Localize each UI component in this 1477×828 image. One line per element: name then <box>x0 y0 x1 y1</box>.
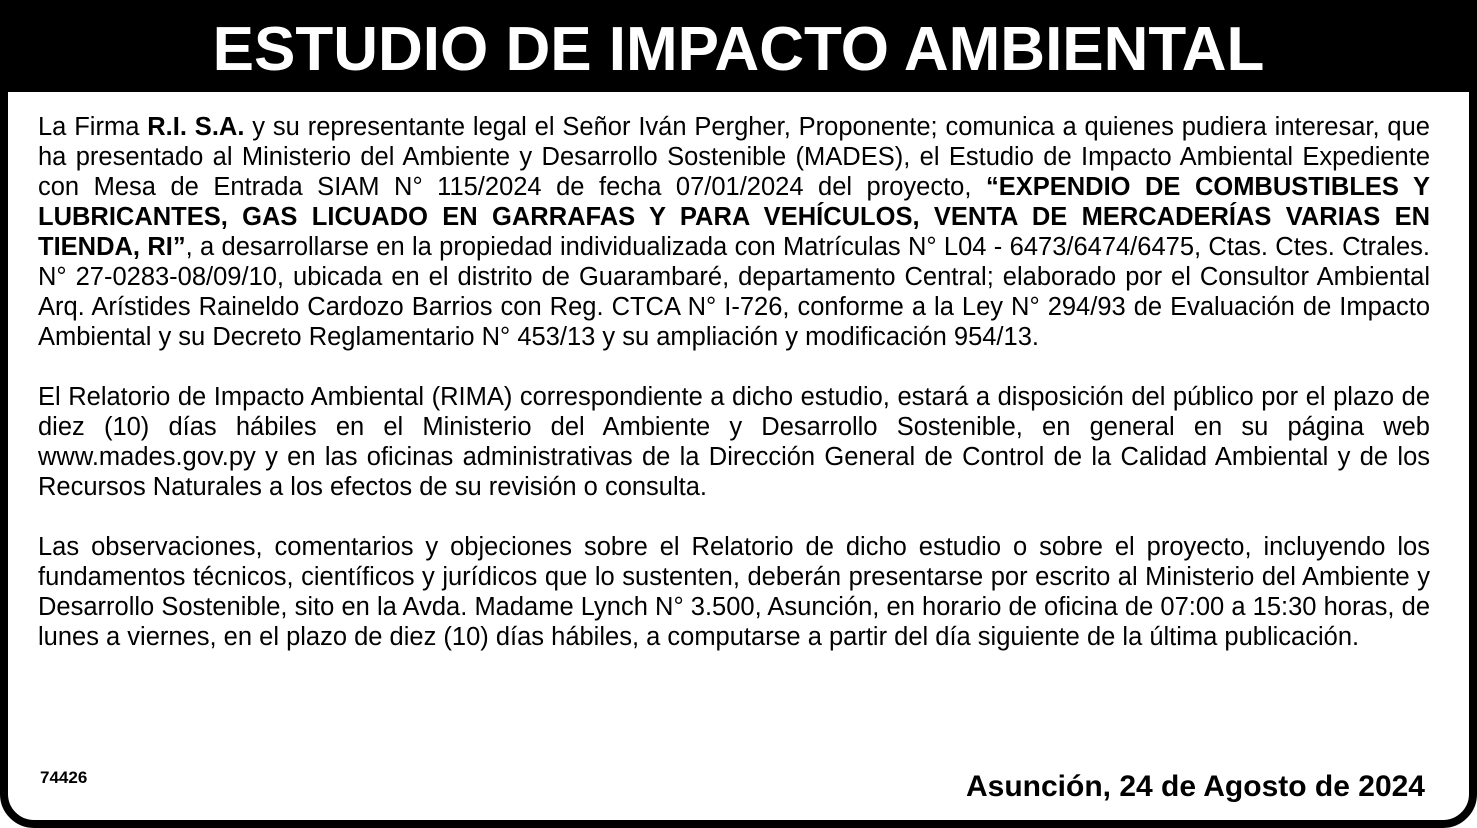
place-and-date: Asunción, 24 de Agosto de 2024 <box>965 770 1425 803</box>
text-segment: , a desarrollarse en la propiedad individualizada con Matrículas N° L04 - 6473/6474/6475, Ctas. Ctes. Ctrales. N° 27-0283-08/09/10, ubicada en el distrito de Guarambaré, departamento Central; elaborado por el Consultor Ambiental Arq. Arístides Raineldo Cardozo Barrios con Reg. CTCA N° I-726, conforme a la Ley N° 294/93 de Evaluación de Impacto Ambiental y su Decreto Reglamentario N° 453/13 y su ampliación y modificación 954/13. <box>38 233 1430 351</box>
notice-title: ESTUDIO DE IMPACTO AMBIENTAL <box>8 8 1469 92</box>
text-segment: La Firma <box>38 113 148 141</box>
project-name: “EXPENDIO DE COMBUSTIBLES Y LUBRICANTES, GAS LICUADO EN GARRAFAS Y PARA VEHÍCULOS, VENTA DE MERCADERÍAS VARIAS EN TIENDA, RI” <box>38 173 1430 261</box>
text-segment: y su representante legal el Señor Iván Pergher, Proponente; comunica a quienes pudiera interesar, que ha presentado al Ministerio del Ambiente y Desarrollo Sostenible (MADES), el Estudio de Impacto Ambiental Expediente con Mesa de Entrada SIAM N° 115/2024 de fecha 07/01/2024 del proyecto, <box>38 113 1430 201</box>
paragraph-announcement <box>38 112 1430 352</box>
company-name: R.I. S.A. <box>147 113 245 141</box>
paragraph-observations: Las observaciones, comentarios y objeciones sobre el Relatorio de dicho estudio o sobre el proyecto, incluyendo los fundamentos técnicos, científicos y jurídicos que lo sustenten, deberán presentarse por escrito al Ministerio del Ambiente y Desarrollo Sostenible, sito en la Avda. Madame Lynch N° 3.500, Asunción, en horario de oficina de 07:00 a 15:30 horas, de lunes a viernes, en el plazo de diez (10) días hábiles, a computarse a partir del día siguiente de la última publicación. <box>38 533 1430 651</box>
notice-body <box>38 112 1430 682</box>
paragraph-rima-availability: El Relatorio de Impacto Ambiental (RIMA) correspondiente a dicho estudio, estará a disposición del público por el plazo de diez (10) días hábiles en el Ministerio del Ambiente y Desarrollo Sostenible, en general en su página web www.mades.gov.py y en las oficinas administrativas de la Dirección General de Control de la Calidad Ambiental y de los Recursos Naturales a los efectos de su revisión o consulta. <box>38 383 1430 501</box>
reference-code: 74426 <box>40 768 88 787</box>
